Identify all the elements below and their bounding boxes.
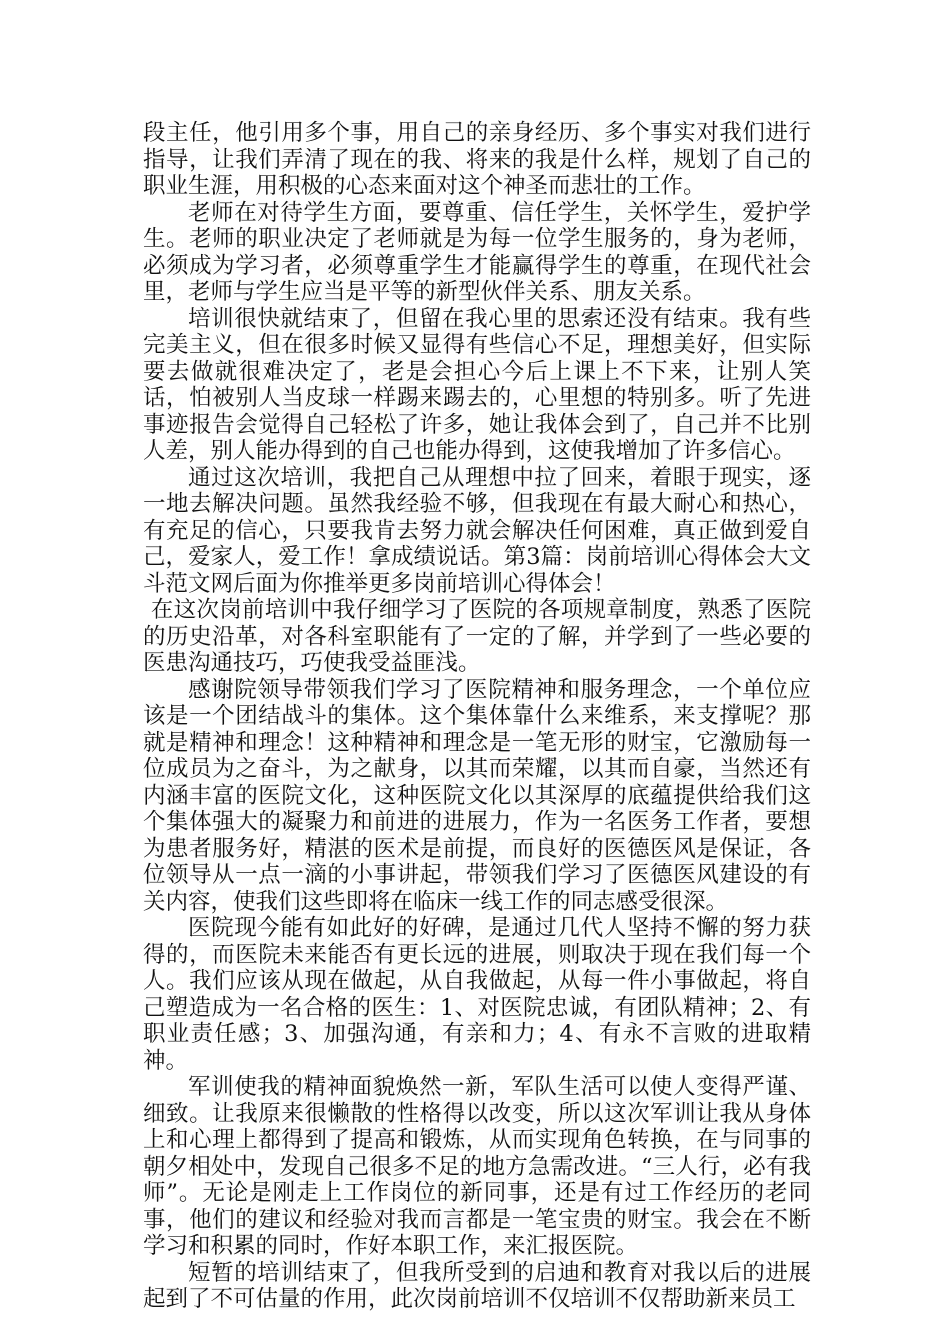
- paragraph-7: 医院现今能有如此好的好碑，是通过几代人坚持不懈的努力获得的，而医院未来能否有更长远的进展，则取决于现在我们每一个人。我们应该从现在做起，从自我做起，从每一件小事做起，将自己塑造成为一名合格的医生：1、对医院忠诚，有团队精神；2、有职业责任感；3、加强沟通，有亲和力；4、有永不言败的进取精神。: [143, 915, 811, 1074]
- paragraph-5: 在这次岗前培训中我仔细学习了医院的各项规章制度，熟悉了医院的历史沿革，对各科室职能有了一定的了解，并学到了一些必要的医患沟通技巧，巧使我受益匪浅。: [143, 597, 811, 676]
- paragraph-1: 段主任，他引用多个事，用自己的亲身经历、多个事实对我们进行指导，让我们弄清了现在的我、将来的我是什么样，规划了自己的职业生涯，用积极的心态来面对这个神圣而悲壮的工作。: [143, 120, 811, 199]
- paragraph-8: 军训使我的精神面貌焕然一新，军队生活可以使人变得严谨、细致。让我原来很懒散的性格得以改变，所以这次军训让我从身体上和心理上都得到了提高和锻炼，从而实现角色转换，在与同事的朝夕相处中，发现自己很多不足的地方急需改进。“三人行，必有我师”。无论是刚走上工作岗位的新同事，还是有过工作经历的老同事，他们的建议和经验对我而言都是一笔宝贵的财宝。我会在不断学习和积累的同时，作好本职工作，来汇报医院。: [143, 1074, 811, 1259]
- paragraph-9: 短暂的培训结束了，但我所受到的启迪和教育对我以后的进展起到了不可估量的作用，此次岗前培训不仅培训不仅帮助新来员工: [143, 1259, 811, 1312]
- paragraph-3: 培训很快就结束了，但留在我心里的思索还没有结束。我有些完美主义，但在很多时候又显得有些信心不足，理想美好，但实际要去做就很难决定了，老是会担心今后上课上不下来，让别人笑话，怕被别人当皮球一样踢来踢去的，心里想的特别多。听了先进事迹报告会觉得自己轻松了许多，她让我体会到了，自己并不比别人差，别人能办得到的自己也能办得到，这使我增加了许多信心。: [143, 305, 811, 464]
- document-body: [143, 120, 811, 1313]
- paragraph-4: 通过这次培训，我把自己从理想中拉了回来，着眼于现实，逐一地去解决问题。虽然我经验不够，但我现在有最大耐心和热心，有充足的信心，只要我肯去努力就会解决任何困难，真正做到爱自己，爱家人，爱工作！拿成绩说话。第3篇：岗前培训心得体会大文斗范文网后面为你推举更多岗前培训心得体会！: [143, 464, 811, 597]
- paragraph-6: 感谢院领导带领我们学习了医院精神和服务理念，一个单位应该是一个团结战斗的集体。这个集体靠什么来维系，来支撑呢？那就是精神和理念！这种精神和理念是一笔无形的财宝，它激励每一位成员为之奋斗，为之献身，以其而荣耀，以其而自豪，当然还有内涵丰富的医院文化，这种医院文化以其深厚的底蕴提供给我们这个集体强大的凝聚力和前进的进展力，作为一名医务工作者，要想为患者服务好，精湛的医术是前提，而良好的医德医风是保证，各位领导从一点一滴的小事讲起，带领我们学习了医德医风建设的有关内容，使我们这些即将在临床一线工作的同志感受很深。: [143, 676, 811, 915]
- paragraph-2: 老师在对待学生方面，要尊重、信任学生，关怀学生，爱护学生。老师的职业决定了老师就是为每一位学生服务的，身为老师，必须成为学习者，必须尊重学生才能赢得学生的尊重，在现代社会里，老师与学生应当是平等的新型伙伴关系、朋友关系。: [143, 199, 811, 305]
